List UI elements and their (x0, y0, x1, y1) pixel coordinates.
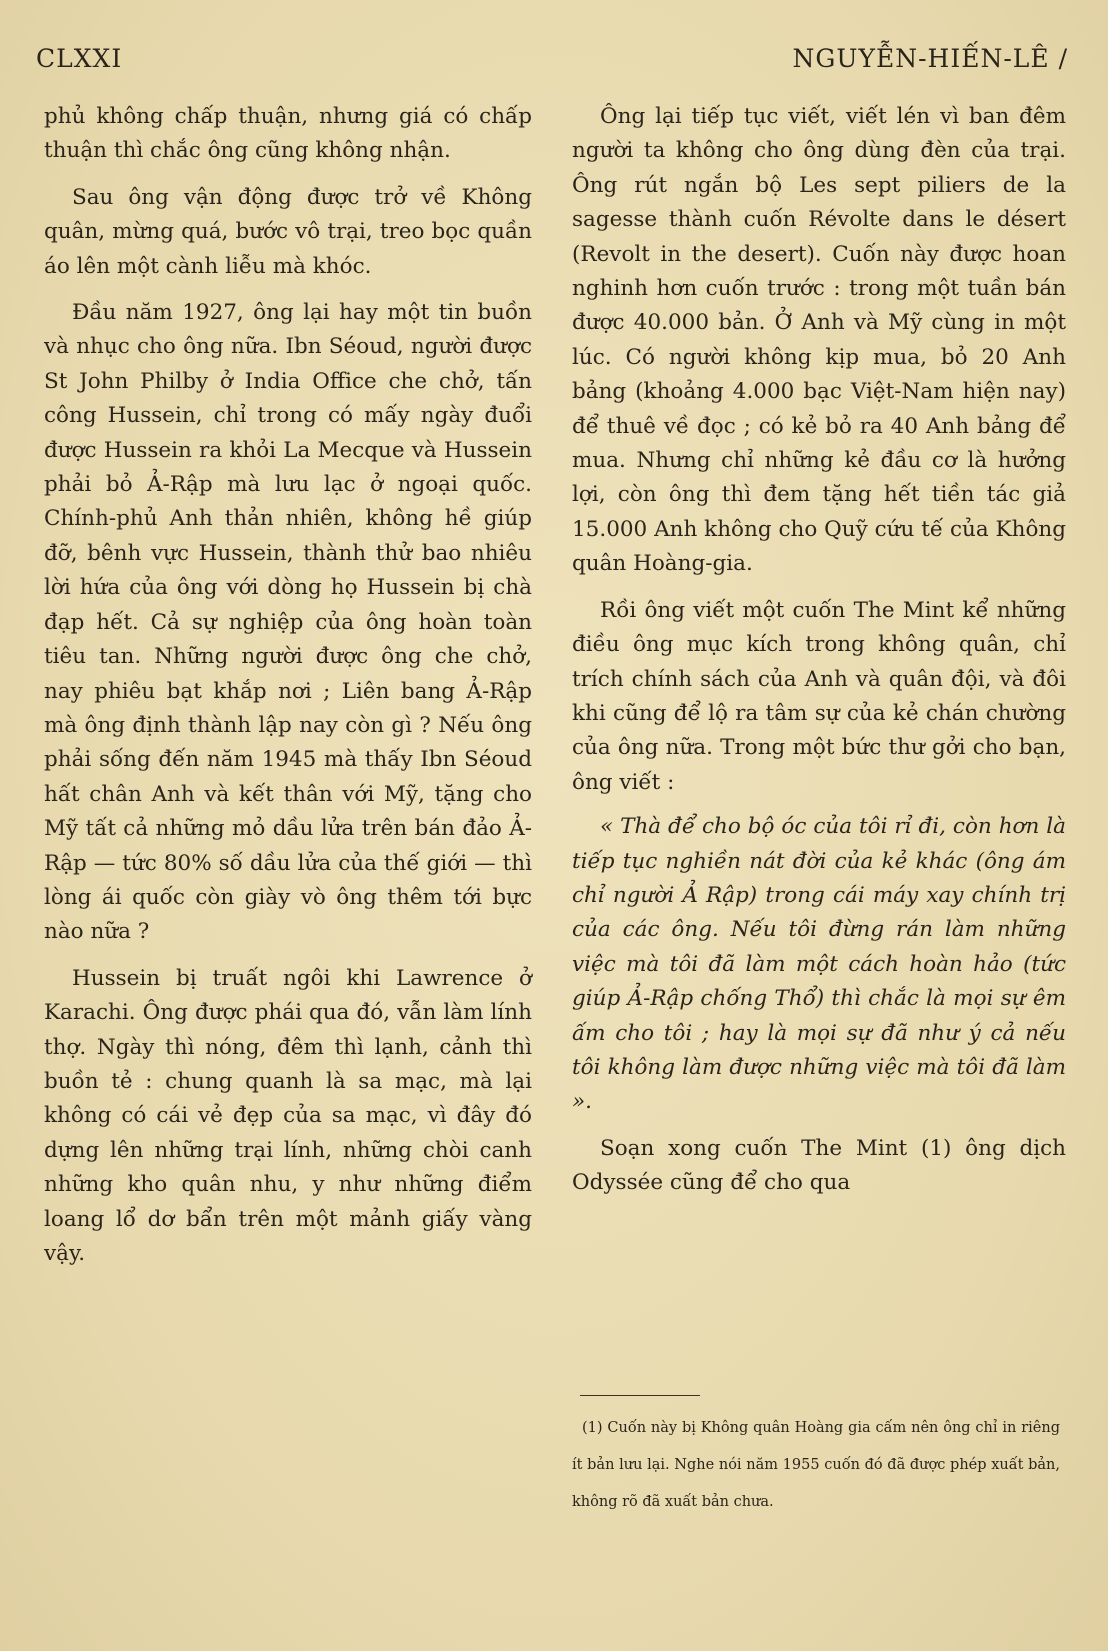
paragraph: Sau ông vận động được trở về Không quân, mừng quá, bước vô trại, treo bọc quần áo lên một cành liễu mà khóc. (44, 184, 532, 279)
footnote (572, 1410, 1060, 1521)
right-column (572, 100, 1066, 1201)
footnote-text: (1) Cuốn này bị Không quân Hoàng gia cấm nên ông chỉ in riêng ít bản lưu lại. Nghe nói năm 1955 cuốn đó đã được phép xuất bản, không rõ đã xuất bản chưa. (572, 1420, 1060, 1510)
paragraph: Soạn xong cuốn The Mint (1) ông dịch Odyssée cũng để cho qua (572, 1135, 1066, 1196)
paragraph: Ông lại tiếp tục viết, viết lén vì ban đêm người ta không cho ông dùng đèn của trại. Ông rút ngắn bộ Les sept piliers de la sagesse thành cuốn Révolte dans le désert (Revolt in the desert). Cuốn này được hoan nghinh hơn cuốn trước : trong một tuần bán được 40.000 bản. Ở Anh và Mỹ cùng in một lúc. Có người không kịp mua, bỏ 20 Anh bảng (khoảng 4.000 bạc Việt-Nam hiện nay) để thuê về đọc ; có kẻ bỏ ra 40 Anh bảng để mua. Nhưng chỉ những kẻ đầu cơ là hưởng lợi, còn ông thì đem tặng hết tiền tác giả 15.000 Anh không cho Quỹ cứu tế của Không quân Hoàng-gia. (572, 104, 1066, 577)
paragraph: Rồi ông viết một cuốn The Mint kể những điều ông mục kích trong không quân, chỉ trích chính sách của Anh và quân đội, và đôi khi cũng để lộ ra tâm sự của kẻ chán chường của ông nữa. Trong một bức thư gởi cho bạn, ông viết : (572, 597, 1066, 795)
footnote-rule (580, 1395, 700, 1396)
quotation: « Thà để cho bộ óc của tôi rỉ đi, còn hơn là tiếp tục nghiền nát đời của kẻ khác (ông ám chỉ người Ả Rập) trong cái máy xay chính trị của các ông. Nếu tôi đừng rán làm những việc mà tôi đã làm một cách hoàn hảo (tức giúp Ả-Rập chống Thổ) thì chắc là mọi sự êm ấm cho tôi ; hay là mọi sự đã như ý cả nếu tôi không làm được những việc mà tôi đã làm ». (572, 814, 1066, 1115)
paragraph: Đầu năm 1927, ông lại hay một tin buồn và nhục cho ông nữa. Ibn Séoud, người được St John Philby ở India Office che chở, tấn công Hussein, chỉ trong có mấy ngày đuổi được Hussein ra khỏi La Mecque và Hussein phải bỏ Ả-Rập mà lưu lạc ở ngoại quốc. Chính-phủ Anh thản nhiên, không hề giúp đỡ, bênh vực Hussein, thành thử bao nhiêu lời hứa của ông với dòng họ Hussein bị chà đạp hết. Cả sự nghiệp của ông hoàn toàn tiêu tan. Những người được ông che chở, nay phiêu bạt khắp nơi ; Liên bang Ả-Rập mà ông định thành lập nay còn gì ? Nếu ông phải sống đến năm 1945 mà thấy Ibn Séoud hất chân Anh và kết thân với Mỹ, tặng cho Mỹ tất cả những mỏ dầu lửa trên bán đảo Ả-Rập — tức 80% số dầu lửa của thế giới — thì lòng ái quốc còn giày vò ông thêm tới bực nào nữa ? (44, 300, 532, 945)
page-header (36, 44, 1068, 84)
page-number: CLXXI (36, 44, 123, 73)
paragraph: Hussein bị truất ngôi khi Lawrence ở Karachi. Ông được phái qua đó, vẫn làm lính thợ. Ngày thì nóng, đêm thì lạnh, cảnh thì buồn tẻ : chung quanh là sa mạc, mà lại không có cái vẻ đẹp của sa mạc, vì đây đó dựng lên những trại lính, những chòi canh những kho quân nhu, y như những điểm loang lổ dơ bẩn trên một mảnh giấy vàng vậy. (44, 965, 532, 1266)
paragraph: phủ không chấp thuận, nhưng giá có chấp thuận thì chắc ông cũng không nhận. (44, 104, 532, 164)
left-column (44, 100, 532, 1271)
running-title: NGUYỄN-HIẾN-LÊ / (792, 44, 1068, 73)
